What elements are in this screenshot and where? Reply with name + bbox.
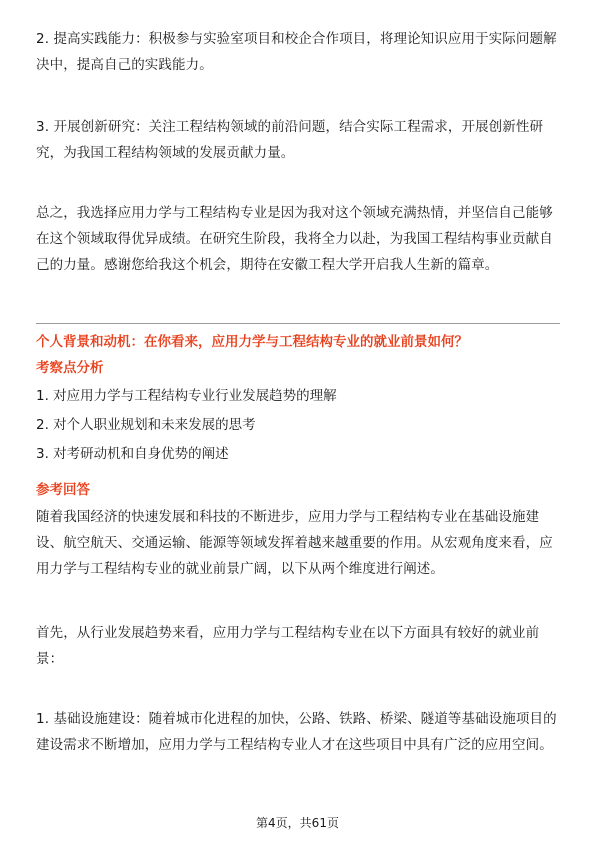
paragraph-conclusion: 总之，我选择应用力学与工程结构专业是因为我对这个领域充满热情，并坚信自己能够在这个领域取得优异成绩。在研究生阶段，我将全力以赴，为我国工程结构事业贡献自己的力量。感谢您给我这个机会，期待在安徽工程大学开启我人生新的篇章。 (36, 205, 553, 273)
analysis-item: 3. 对考研动机和自身优势的阐述 (36, 446, 229, 462)
analysis-item: 2. 对个人职业规划和未来发展的思考 (36, 417, 256, 433)
answer-heading: 参考回答 (36, 482, 90, 498)
analysis-heading: 考察点分析 (36, 360, 104, 376)
analysis-item: 1. 对应用力学与工程结构专业行业发展趋势的理解 (36, 388, 337, 404)
paragraph-innovation-research: 3. 开展创新研究：关注工程结构领域的前沿问题，结合实际工程需求，开展创新性研究，为我国工程结构领域的发展贡献力量。 (36, 119, 544, 161)
question-title: 个人背景和动机：在你看来，应用力学与工程结构专业的就业前景如何？ (36, 334, 468, 350)
paragraph-practice-ability: 2. 提高实践能力：积极参与实验室项目和校企合作项目，将理论知识应用于实际问题解决中，提高自己的实践能力。 (36, 31, 557, 73)
answer-paragraph-infrastructure: 1. 基础设施建设：随着城市化进程的加快，公路、铁路、桥梁、隧道等基础设施项目的建设需求不断增加，应用力学与工程结构专业人才在这些项目中具有广泛的应用空间。 (36, 711, 557, 753)
answer-paragraph-intro: 随着我国经济的快速发展和科技的不断进步，应用力学与工程结构专业在基础设施建设、航空航天、交通运输、能源等领域发挥着越来越重要的作用。从宏观角度来看，应用力学与工程结构专业的就业前景广阔，以下从两个维度进行阐述。 (36, 509, 553, 577)
answer-paragraph-trend: 首先，从行业发展趋势来看，应用力学与工程结构专业在以下方面具有较好的就业前景： (36, 625, 540, 667)
page-footer: 第4页，共61页 (256, 816, 339, 830)
section-divider (36, 323, 560, 324)
